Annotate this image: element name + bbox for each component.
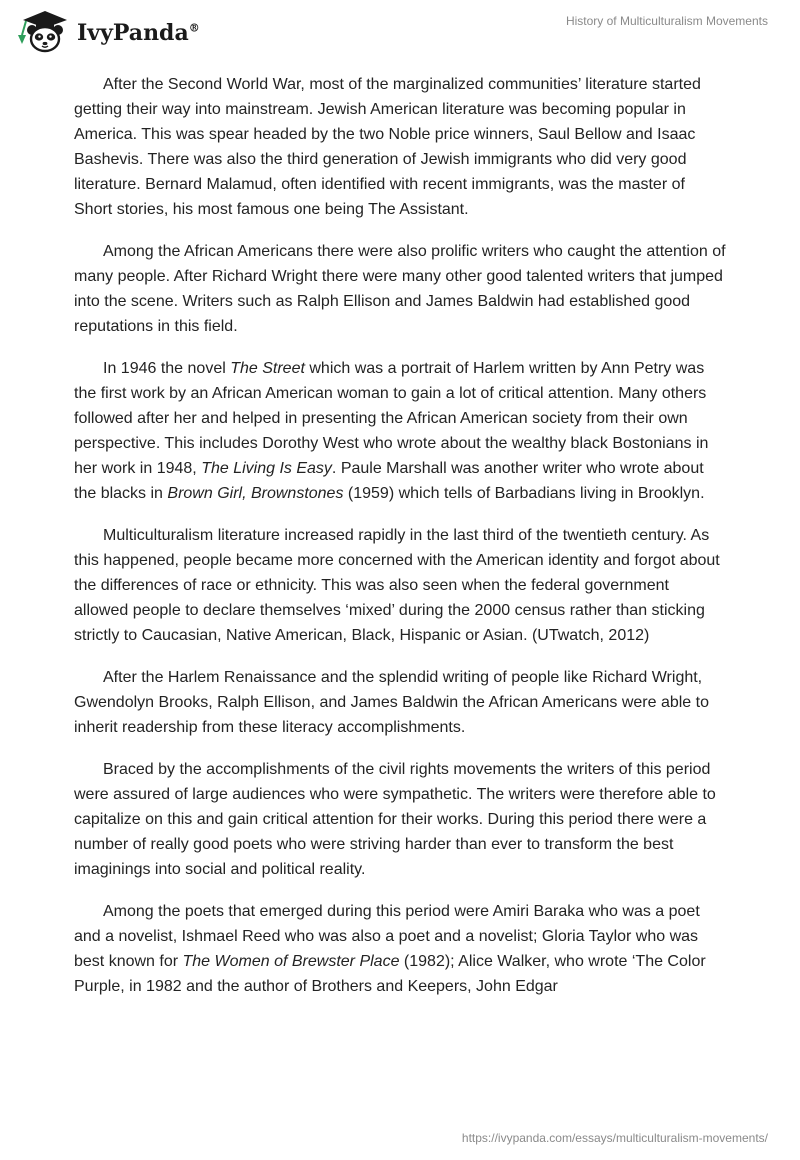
paragraph-text: Among the African Americans there were also prolific writers who caught the attention of many people. After Richard Wright there were many other good talented writers that jumped into the scene. Writers such as Ralph Ellison and James Baldwin had established good reputations in this field.: [74, 243, 726, 335]
italic-title: The Living Is Easy: [201, 460, 332, 477]
document-title: History of Multiculturalism Movements: [565, 14, 768, 28]
essay-paragraph: [74, 665, 726, 740]
paragraph-text: which was a portrait of Harlem written by Ann Petry was the first work by an African American woman to gain a lot of critical attention. Many others followed after her and helped in presenting the African American society from their own perspective. This includes Dorothy West who wrote about the wealthy black Bostonians in her work in 1948,: [74, 360, 709, 477]
paragraph-text: Among the poets that emerged during this period were Amiri Baraka who was a poet and a novelist, Ishmael Reed who was also a poet and a novelist; Gloria Taylor who was best known for: [74, 903, 700, 970]
essay-paragraph: [74, 523, 726, 648]
registered-mark: ®: [188, 21, 200, 35]
paragraph-text: After the Harlem Renaissance and the splendid writing of people like Richard Wright, Gwendolyn Brooks, Ralph Ellison, and James Baldwin the African Americans were able to inherit readership from these literacy accomplishments.: [74, 669, 709, 736]
panda-graduate-icon: [14, 8, 74, 54]
source-url[interactable]: https://ivypanda.com/essays/multiculturalism-movements/: [461, 1131, 768, 1145]
essay-body: [74, 72, 726, 1016]
brand-name-text: IvyPanda: [77, 20, 189, 46]
paragraph-text: (1982); Alice Walker, who wrote ‘The Color Purple, in 1982 and the author of Brothers and Keepers, John Edgar: [74, 953, 706, 995]
brand-name: [77, 20, 200, 46]
essay-paragraph: [74, 356, 726, 506]
paragraph-text: Multiculturalism literature increased rapidly in the last third of the twentieth century. As this happened, people became more concerned with the American identity and forgot about the differences of race or ethnicity. This was also seen when the federal government allowed people to declare themselves ‘mixed’ during the 2000 census rather than sticking strictly to Caucasian, Native American, Black, Hispanic or Asian. (UTwatch, 2012): [74, 527, 720, 644]
paragraph-text: (1959) which tells of Barbadians living in Brooklyn.: [343, 485, 705, 502]
italic-title: The Street: [230, 360, 305, 377]
essay-paragraph: [74, 72, 726, 222]
ivypanda-logo[interactable]: [14, 8, 200, 54]
paragraph-text: In 1946 the novel: [103, 360, 231, 377]
page-header: [0, 0, 800, 60]
italic-title: The Women of Brewster Place: [182, 953, 400, 970]
paragraph-text: Braced by the accomplishments of the civil rights movements the writers of this period were assured of large audiences who were sympathetic. The writers were therefore able to capitalize on this and gain critical attention for their works. During this period there were a number of really good poets who were striving harder than ever to transform the best imaginings into social and political reality.: [74, 761, 716, 878]
essay-paragraph: [74, 757, 726, 882]
italic-title: Brown Girl, Brownstones: [167, 485, 344, 502]
paragraph-text: . Paule Marshall was another writer who wrote about the blacks in: [74, 460, 704, 502]
essay-paragraph: [74, 899, 726, 999]
essay-paragraph: [74, 239, 726, 339]
paragraph-text: After the Second World War, most of the marginalized communities’ literature started getting their way into mainstream. Jewish American literature was becoming popular in America. This was spear headed by the two Noble price winners, Saul Bellow and Isaac Bashevis. There was also the third generation of Jewish immigrants who did very good literature. Bernard Malamud, often identified with recent immigrants, was the master of Short stories, his most famous one being The Assistant.: [74, 76, 701, 218]
